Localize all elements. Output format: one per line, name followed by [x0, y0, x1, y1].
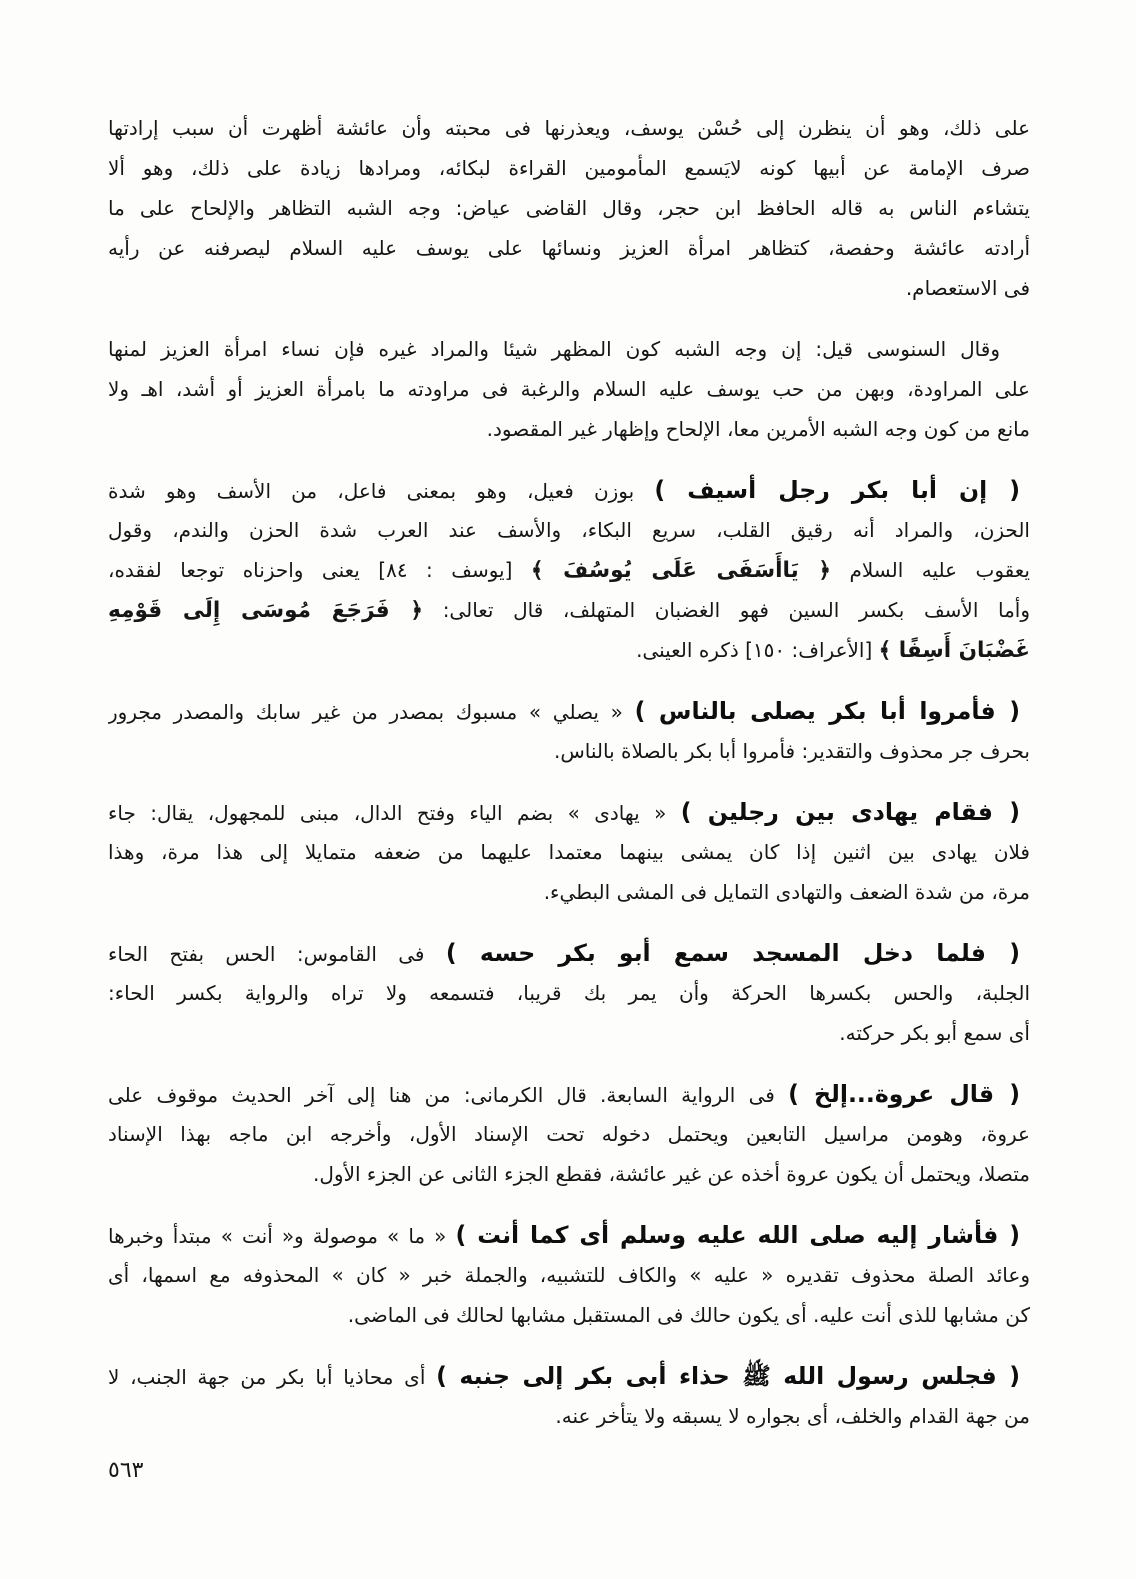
paragraph-8: [108, 1215, 1030, 1335]
text-line: على ذلك، وهو أن ينظرن إلى حُسْن يوسف، ويعذرنها فى محبته وأن عائشة أظهرت أن سبب إرادتها: [108, 116, 1030, 140]
quran-verse: ﴿ يَاأَسَفَى عَلَى يُوسُفَ ﴾: [530, 558, 831, 583]
commentary-text: يعقوب عليه السلام: [849, 558, 1030, 582]
text-line: [108, 550, 1030, 590]
text-line: [108, 470, 1030, 510]
text-line: من جهة القدام والخلف، أى بجواره لا يسبقه ولا يتأخر عنه.: [555, 1404, 1030, 1428]
text-line: على المراودة، وبهن من حب يوسف عليه السلام والرغبة فى مراودته ما بامرأة العزيز أو أشد، اهـ ولا: [108, 377, 1030, 401]
text-line: [108, 630, 1030, 670]
commentary-text: وأما الأسف بكسر السين فهو الغضبان المتهلف، قال تعالى:: [442, 598, 1030, 622]
text-line: [108, 1074, 1030, 1114]
paragraph-9: [108, 1356, 1030, 1436]
commentary-text: « يصلي » مسبوك بمصدر من غير سابك والمصدر مجرور: [108, 700, 623, 724]
paragraph-2: [108, 329, 1030, 449]
text-line: يتشاءم الناس به قاله الحافظ ابن حجر، وقال القاضى عياض: وجه الشبه التظاهر والإلحاح على ما: [108, 196, 1030, 220]
text-line: فلان يهادى بين اثنين إذا كان يمشى بينهما معتمدا عليهما من ضعفه متمايلا إلى هذا مرة، وهذا: [108, 840, 1030, 864]
commentary-text: فى الرواية السابعة. قال الكرمانى: من هنا إلى آخر الحديث موقوف على: [108, 1083, 775, 1107]
text-line: أى سمع أبو بكر حركته.: [839, 1021, 1030, 1045]
paragraph-1: [108, 108, 1030, 308]
lemma-heading: ( فأشار إليه صلى الله عليه وسلم أى كما أنت ): [455, 1221, 1021, 1249]
paragraph-7: [108, 1074, 1030, 1194]
lemma-heading: ( إن أبا بكر رجل أسيف ): [654, 476, 1021, 504]
text-line: فى الاستعصام.: [905, 276, 1030, 300]
page-text-block: [108, 108, 1030, 1457]
paragraph-4: [108, 691, 1030, 771]
quran-verse: ﴿ فَرَجَعَ مُوسَى إِلَى قَوْمِهِ: [108, 598, 424, 623]
lemma-heading: ( فجلس رسول الله ﷺ حذاء أبى بكر إلى جنبه ): [436, 1362, 1021, 1390]
quran-verse: غَضْبَانَ أَسِفًا ﴾: [878, 638, 1030, 663]
text-line: [108, 1356, 1030, 1396]
commentary-text: أى محاذيا أبا بكر من جهة الجنب، لا: [108, 1365, 426, 1389]
page-number: ٥٦٣: [108, 1458, 144, 1483]
text-line: [108, 590, 1030, 630]
text-line: أرادته عائشة وحفصة، كتظاهر امرأة العزيز ونسائها على يوسف عليه السلام ليصرفنه عن رأيه: [108, 236, 1030, 260]
lemma-heading: ( فقام يهادى بين رجلين ): [680, 798, 1020, 826]
commentary-text: [الأعراف: ١٥٠] ذكره العينى.: [636, 638, 873, 662]
lemma-heading: ( فأمروا أبا بكر يصلى بالناس ): [634, 697, 1021, 725]
text-line: مانع من كون وجه الشبه الأمرين معا، الإلحاح وإظهار غير المقصود.: [486, 417, 1030, 441]
text-line: بحرف جر محذوف والتقدير: فأمروا أبا بكر بالصلاة بالناس.: [554, 739, 1030, 763]
text-line: [108, 1215, 1030, 1255]
text-line: عروة، وهومن مراسيل التابعين ويحتمل دخوله تحت الإسناد الأول، وأخرجه ابن ماجه بهذا الإسناد: [108, 1122, 1030, 1146]
text-line: وقال السنوسى قيل: إن وجه الشبه كون المظهر شيئا والمراد غيره فإن نساء امرأة العزيز لمنها: [108, 337, 1000, 361]
commentary-text: [يوسف : ٨٤] يعنى واحزناه توجعا لفقده،: [108, 558, 513, 582]
text-line: [108, 792, 1030, 832]
commentary-text: « يهادى » بضم الياء وفتح الدال، مبنى للمجهول، يقال: جاء: [108, 801, 667, 825]
text-line: صرف الإمامة عن أبيها كونه لايَسمع المأمومين القراءة لبكائه، ومرادها زيادة على ذلك، وهو ألا: [108, 156, 1030, 180]
text-line: كن مشابها للذى أنت عليه. أى يكون حالك فى المستقبل مشابها لحالك فى الماضى.: [347, 1303, 1030, 1327]
commentary-text: فى القاموس: الحس بفتح الحاء: [108, 942, 425, 966]
paragraph-5: [108, 792, 1030, 912]
paragraph-6: [108, 933, 1030, 1053]
text-line: [108, 691, 1030, 731]
text-line: [108, 933, 1030, 973]
commentary-text: بوزن فعيل، وهو بمعنى فاعل، من الأسف وهو شدة: [108, 479, 635, 503]
lemma-heading: ( فلما دخل المسجد سمع أبو بكر حسه ): [445, 939, 1020, 967]
text-line: الحزن، والمراد أنه رقيق القلب، سريع البكاء، والأسف عند العرب شدة الحزن والندم، وقول: [108, 518, 1030, 542]
text-line: مرة، من شدة الضعف والتهادى التمايل فى المشى البطيء.: [543, 880, 1030, 904]
commentary-text: « ما » موصولة و« أنت » مبتدأ وخبرها: [108, 1224, 447, 1248]
paragraph-3: [108, 470, 1030, 670]
text-line: متصلا، ويحتمل أن يكون عروة أخذه عن غير عائشة، فقطع الجزء الثانى عن الجزء الأول.: [313, 1162, 1030, 1186]
text-line: الجلبة، والحس بكسرها الحركة وأن يمر بك قريبا، فتسمعه ولا تراه والرواية بكسر الحاء:: [108, 981, 1030, 1005]
text-line: وعائد الصلة محذوف تقديره « عليه » والكاف للتشبيه، والجملة خبر « كان » المحذوفه مع اسمها، أى: [108, 1263, 1030, 1287]
lemma-heading: ( قال عروة...إلخ ): [788, 1080, 1021, 1108]
